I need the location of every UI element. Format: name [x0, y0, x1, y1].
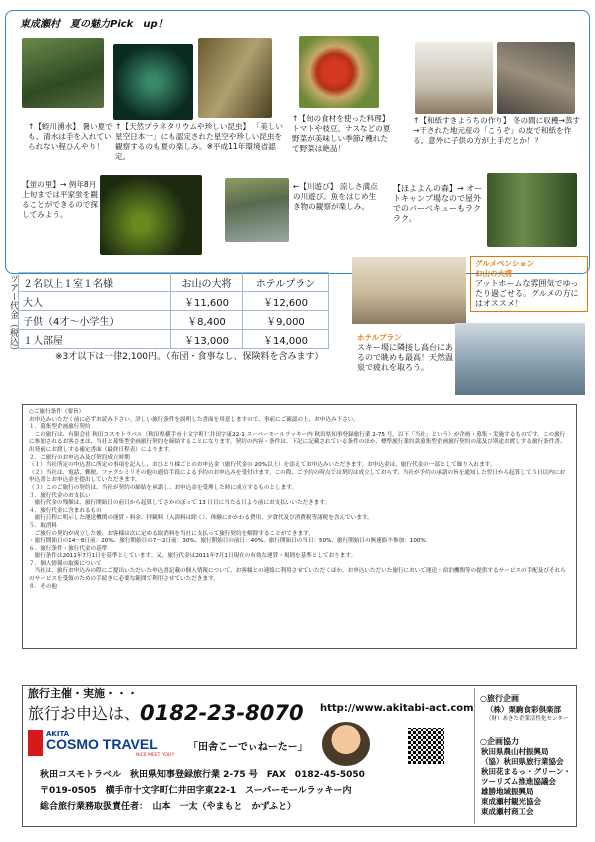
price-cell: ￥11,600	[171, 292, 243, 311]
price-cell: ￥13,000	[171, 330, 243, 349]
terms-line: 旅行代金の残額は、旅行開始日の前日から起算してさかのぼって 13 日目に当たる日より前にお支払いいただきます。	[29, 500, 331, 507]
phone-number[interactable]: 0182-23-8070	[140, 701, 304, 725]
plan-org: （財）あきた企業活性化センター	[486, 716, 569, 722]
river-play-photo	[225, 178, 289, 242]
caption-firefly: 【蛍の里】→ 例年8月上旬までは平家蛍を観ることができるので探してみよう。	[22, 180, 98, 219]
plan-title: ○旅行企画	[480, 694, 519, 703]
pension-note	[470, 256, 588, 312]
pension-title: グルメペンション お山の大将	[475, 259, 535, 278]
company-line: 〒019-0505 横手市十文字町仁井田字東22-1 スーパーモールラッキー内	[40, 786, 352, 796]
company-line: 総合旅行業務取扱責任者： 山本 一太（やまもと かずふと）	[40, 802, 297, 812]
price-cell: ￥14,000	[243, 330, 329, 349]
paper-making-photo	[415, 42, 493, 114]
slogan: 「田舎こーでぃねーたー」	[188, 742, 308, 753]
spring-water-photo	[22, 38, 104, 108]
starry-sky-photo	[113, 44, 193, 120]
mascot-avatar	[322, 722, 370, 766]
terms-line: ○ご旅行条件（要旨）	[29, 409, 85, 415]
price-table	[18, 272, 329, 349]
hotel-plan-text: スキー場に隣接し高台にあるので眺めも最高！天然温泉で疲れを取ろう。	[357, 343, 453, 372]
caption-river: ←【川遊び】 涼しさ満点の川遊び。魚をはじめ生き物の観察が楽しみ。	[293, 182, 378, 211]
price-cell: ￥12,600	[243, 292, 329, 311]
terms-box	[22, 404, 577, 649]
terms-line: ご旅行の契約が成立した後、お客様は次に定める取消料を当社に支払って旅行契約を解除することができます。	[29, 530, 314, 537]
caption-food: ↑【旬の食材を使った料理】 トマトや枝豆、ナスなどの夏野菜が美味しい季節♪穫れたて野菜は絶品！	[292, 114, 391, 153]
coop-org: 東成瀬村商工会	[481, 807, 534, 816]
price-header: お山の大将	[171, 273, 243, 292]
pension-text: アットホームな雰囲気でゆったり過ごせる。グルメの方にはオススメ！	[475, 279, 579, 308]
coop-org: 東成瀬村観光協会	[481, 797, 541, 806]
caption-stars: ↑【天然プラネタリウムや珍しい昆虫】 「美しい星空日本一」にも認定された星空や珍しい昆虫を観察するのも夏の楽しみ。※平成11年環境省認定。	[115, 122, 283, 161]
price-row	[19, 311, 329, 330]
insect-photo	[198, 38, 272, 118]
footer-divider	[474, 688, 475, 824]
logo-brand: COSMO TRAVEL	[46, 736, 158, 752]
caption-spring: ↑【蛭川湧水】 暑い夏でも、清水は手を入れていられない程ひんやり！	[28, 122, 113, 151]
price-header-row	[19, 273, 329, 292]
price-header: ホテルプラン	[243, 273, 329, 292]
terms-line: 当社は、旅行お申込みの際にご提出いただいた申込書記載の個人情報について、お客様との連絡に利用させていただくほか、お申込いただいた旅行において運送・宿泊機関等の提供するサービスの手配及びそれらのサービスを受領のための手続きに必要な範囲で利用させていただきます。	[29, 568, 566, 583]
terms-line: お申込みいただく前に必ずお読み下さい。詳しい旅行条件を説明した書面を用意しますので、事前にご確認の上、お申込み下さい。	[29, 416, 359, 423]
paper-making-photo-2	[497, 42, 575, 114]
host-label: 旅行主催・実施・・・	[28, 687, 138, 700]
logo-akita: AKITA	[46, 730, 70, 738]
terms-line: （２）当社は、電話、郵便、ファクシミリその他の通信手段による予約のお申込みを受付けます。この際、ご予約の時点では契約は成立しておらず、当社が予約の承諾の旨を通知した翌日から起算して３日以内にお申込書とお申込金を提出していただきます。	[29, 469, 565, 484]
terms-line: （１）当社所定の申込書に所定の事項を記入し、おひとり様ごとのお申込金（旅行代金の 20%以上）を添えてお申込みいただきます。お申込金は、旅行代金の一部として繰り入れます。	[29, 462, 496, 469]
coop-org: 秋田花まるっ・グリーン・ツーリズム推進協議会	[481, 767, 571, 786]
terms-line: ３．旅行代金のお支払い	[29, 492, 91, 499]
caption-paper: ↑【和紙すきようちの作り】 冬の間に収穫→蒸す→干された地元産の「こうぞ」の皮で和紙を作る。意外に子供の方が上手だとか！？	[413, 116, 581, 145]
website-link[interactable]: http://www.akitabi-act.com	[320, 703, 474, 714]
cosmo-logo	[28, 730, 186, 760]
hotel-bath-photo	[455, 323, 585, 395]
price-cell: ￥9,000	[243, 311, 329, 330]
hotel-note	[357, 333, 455, 373]
terms-line: ８．その他	[29, 583, 57, 590]
coop-list	[481, 747, 573, 817]
plan-org: （株）栗駒食彩倶楽部	[486, 705, 561, 714]
price-cell: １人部屋	[19, 330, 171, 349]
price-header: ２名以上１室１名様	[19, 273, 171, 292]
terms-line: ６．旅行条件・旅行代金の基準	[29, 545, 108, 552]
coop-title: ○企画協力	[480, 737, 519, 746]
price-row	[19, 292, 329, 311]
terms-line: 旅行条件は2011年7月1日を基準としています。又、旅行代金は2011年7月1日現在の有効な運賃・規則を基準としております。	[29, 553, 357, 560]
terms-line: １．募集型企画旅行契約	[29, 424, 91, 431]
price-cell: 子供（4才〜小学生）	[19, 311, 171, 330]
logo-sub: NICE MEET YOU!!	[136, 753, 175, 758]
forest-campsite-photo	[487, 173, 577, 247]
terms-line: ４．旅行代金に含まれるもの	[29, 507, 102, 514]
company-line: 秋田コスモトラベル 秋田県知事登録旅行業 2-75 号 FAX 0182-45-5050	[40, 770, 365, 780]
pickup-title: 東成瀬村 夏の魅力Pick up！	[20, 19, 168, 30]
terms-line: （３）このご旅行の契約は、当社が契約の締結を承諾し、お申込金を受理した時に成立するものとします。	[29, 484, 298, 491]
hotel-plan-title: ホテルプラン	[357, 333, 402, 342]
apply-label: 旅行お申込は、	[28, 704, 141, 723]
coop-org: 秋田県農山村振興局	[481, 747, 549, 756]
price-cell: 大人	[19, 292, 171, 311]
terms-line: ２．ご旅行のお申込み及び契約成立時期	[29, 454, 130, 461]
coop-org: 雄勝地域振興局	[481, 787, 534, 796]
pension-room-photo	[352, 257, 466, 324]
price-row	[19, 330, 329, 349]
firefly-photo	[100, 175, 202, 255]
caption-forest: 【ほよよんの森】→ オートキャンプ場なので屋外でのバーベキューもラクラク。	[393, 184, 483, 223]
terms-line: ５．取消料	[29, 522, 57, 529]
terms-line: ７．個人情報の取扱について	[29, 560, 102, 567]
coop-org: （協）秋田県旅行業協会	[481, 757, 564, 766]
terms-line: この旅行は、有限会社 秋田コスモトラベル（秋田県横手市十文字町仁井田字東22-1 スーパーモールラッキー内 秋田県知事登録旅行業 2-75 号。以下「当社」という）が企画・募集・実施するものです。この旅行に参加されるお客さまは、当社と募集型企画旅行契約を締結することになります。契約の内容・条件は、下記に記載されている条件のほか、標準旅行業約款募集型企画旅行契約の部及び別途お渡しする旅行条件書、出発前にお渡しする確定書面（最終日程表）によります。	[29, 431, 566, 453]
price-note: ※3才以下は一律2,100円。（布団・食事なし、保険料を含みます）	[55, 352, 324, 362]
terms-line: 旅行日程に明示した運送機関の運賃・料金、拝観料（入浴料は除く）、体験にかかわる費用、夕食代及び消費税等諸税を含んでいます。	[29, 515, 373, 522]
qr-code[interactable]	[408, 728, 444, 764]
price-label: ツアー代金（税込）	[8, 274, 18, 355]
logo-mark	[28, 730, 43, 756]
price-cell: ￥8,400	[171, 311, 243, 330]
tomato-basket-photo	[299, 36, 379, 108]
terms-line: ・旅行開始日の14〜8日前：20%、旅行開始日の7〜2日前：30%、旅行開始日の前日：40%、旅行開始日の当日：50%、旅行開始日の無連絡不参加：100%	[29, 538, 426, 545]
